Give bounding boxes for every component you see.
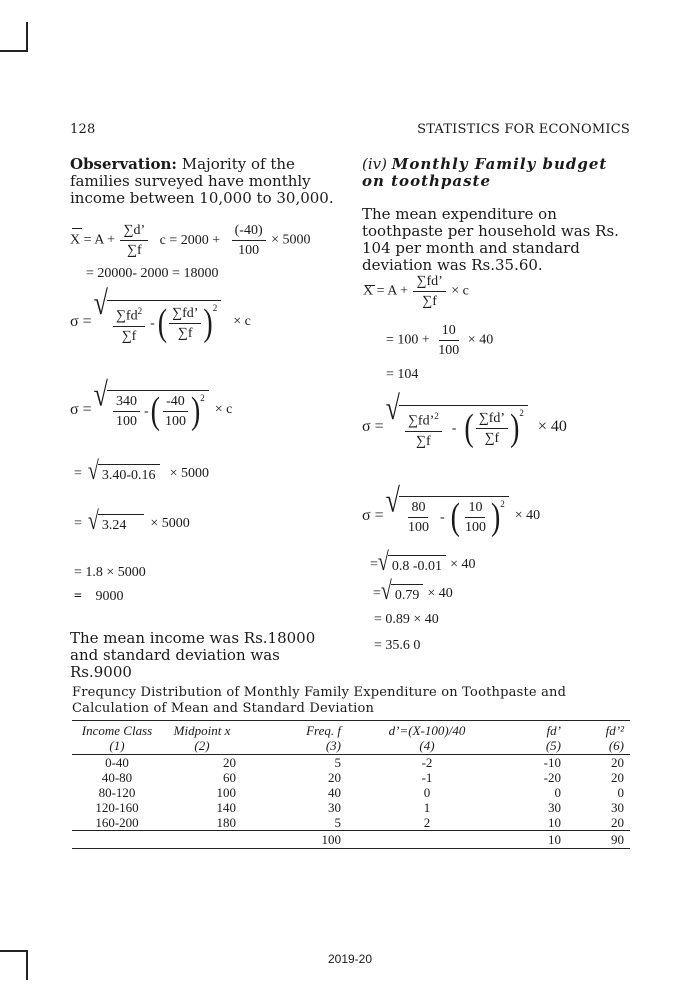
header-fd2: fd’² bbox=[567, 721, 630, 739]
mean-frac-num: ∑d’ bbox=[120, 222, 148, 241]
sd-step-6: = 9000 bbox=[74, 589, 124, 604]
right-sd-step-5: = 0.89 × 40 bbox=[374, 612, 439, 627]
table-row: 120-160 140 30 1 30 30 bbox=[95, 800, 624, 815]
right-sd-formula-general: σ = √ $\frac{\sum fd’^2}{\sum f}$ - ( $\frac{\sum fd’}{\sum f}$ ) 2 × 40 bbox=[362, 389, 567, 450]
mean-mid: c = 2000 + bbox=[159, 232, 221, 248]
header-freq: Freq. f bbox=[242, 721, 347, 739]
mean-val-den: 100 bbox=[238, 243, 260, 258]
running-title: STATISTICS FOR ECONOMICS bbox=[417, 122, 630, 137]
sd-step-5: = 1.8 × 5000 bbox=[74, 565, 146, 580]
sd-formula-values: σ = √ $\frac{340}{100}$ - ( $\frac{-40}{100}$ ) 2 × c bbox=[70, 375, 233, 432]
header-fd: fd’ bbox=[507, 721, 567, 739]
table-subheader-row: (1) (2) (3) (4) (5) (6) bbox=[72, 738, 630, 755]
table-totals-row: 100 10 90 bbox=[72, 831, 630, 849]
right-sd-formula-values: σ = √ $\frac{80}{100}$ - ( $\frac{10}{100}$ ) 2 × 40 bbox=[362, 481, 541, 538]
sd-formula-general bbox=[70, 284, 251, 345]
mean-val-num: (-40) bbox=[232, 222, 266, 241]
sd-step-3: = √ 3.40-0.16 × 5000 bbox=[74, 456, 209, 486]
observation-paragraph bbox=[70, 156, 338, 207]
mean-frac-den: ∑f bbox=[126, 243, 142, 258]
mean-formula bbox=[70, 222, 311, 259]
table-row: 0-40 20 5 -2 -10 20 bbox=[105, 755, 624, 770]
sigma-lhs: σ = bbox=[70, 313, 92, 331]
right-intro-paragraph: The mean expenditure on toothpaste per household was Rs. 104 per month and standard deviation was Rs.35.60. bbox=[362, 205, 619, 274]
crop-mark-top-horizontal bbox=[0, 50, 26, 52]
table-header-row bbox=[72, 721, 630, 739]
sd-step-4: = √ 3.24 × 5000 bbox=[74, 506, 190, 536]
sd-num1: ∑fd bbox=[115, 308, 138, 324]
page-number: 128 bbox=[70, 122, 96, 137]
table-row: 40-80 60 20 -1 -20 20 bbox=[101, 770, 624, 785]
sd-times: × c bbox=[233, 314, 251, 330]
header-midpoint: Midpoint x bbox=[162, 721, 242, 739]
conclusion-paragraph: The mean income was Rs.18000 and standard deviation was Rs.9000 bbox=[70, 629, 316, 681]
frequency-table bbox=[72, 720, 630, 849]
header-income-class: Income Class bbox=[72, 721, 162, 739]
right-mean-step-2: = 100 + $\frac{10}{100}$ × 40 bbox=[386, 323, 494, 358]
table-caption: Frequncy Distribution of Monthly Family Expenditure on Toothpaste and Calculation of Mean and Standard Deviation bbox=[72, 685, 567, 716]
right-sd-step-4: = √ 0.79 × 40 bbox=[373, 576, 453, 606]
table-row: 160-200 180 5 2 10 20 bbox=[95, 815, 624, 830]
mean-lhs: X = A + bbox=[70, 232, 115, 248]
right-sd-step-3: = √ 0.8 -0.01 × 40 bbox=[370, 547, 476, 577]
mean-result: = 20000- 2000 = 18000 bbox=[86, 266, 219, 281]
mean-times: × 5000 bbox=[271, 232, 311, 248]
sd-num2: ∑fd’ bbox=[169, 305, 201, 324]
observation-text: Majority of the families surveyed have monthly income between 10,000 to 30,000. bbox=[70, 155, 334, 207]
section-heading: (iv) Monthly Family budget on toothpaste bbox=[362, 155, 608, 190]
observation-label: Observation: bbox=[70, 155, 177, 173]
right-mean-step-3: = 104 bbox=[386, 367, 419, 382]
sd-den1: ∑f bbox=[121, 328, 137, 344]
sd-den2: ∑f bbox=[177, 326, 193, 342]
sd-sqrt: √ $\frac{\sum fd^2}{\sum f}$ - ( $\frac{\sum fd’}{\sum f}$ ) 2 bbox=[94, 300, 222, 345]
mean-value-fraction bbox=[232, 222, 266, 259]
mean-fraction bbox=[120, 222, 148, 259]
footer-year: 2019-20 bbox=[327, 952, 373, 966]
right-sd-step-6: = 35.6 0 bbox=[374, 638, 421, 653]
crop-mark-top-vertical bbox=[26, 22, 28, 52]
right-mean-formula: X = A + $\frac{\sum fd’}{\sum f}$ × c bbox=[363, 274, 469, 309]
table-row: 80-120 100 40 0 0 0 bbox=[98, 785, 624, 800]
header-d: d’=(X-100)/40 bbox=[347, 721, 507, 739]
